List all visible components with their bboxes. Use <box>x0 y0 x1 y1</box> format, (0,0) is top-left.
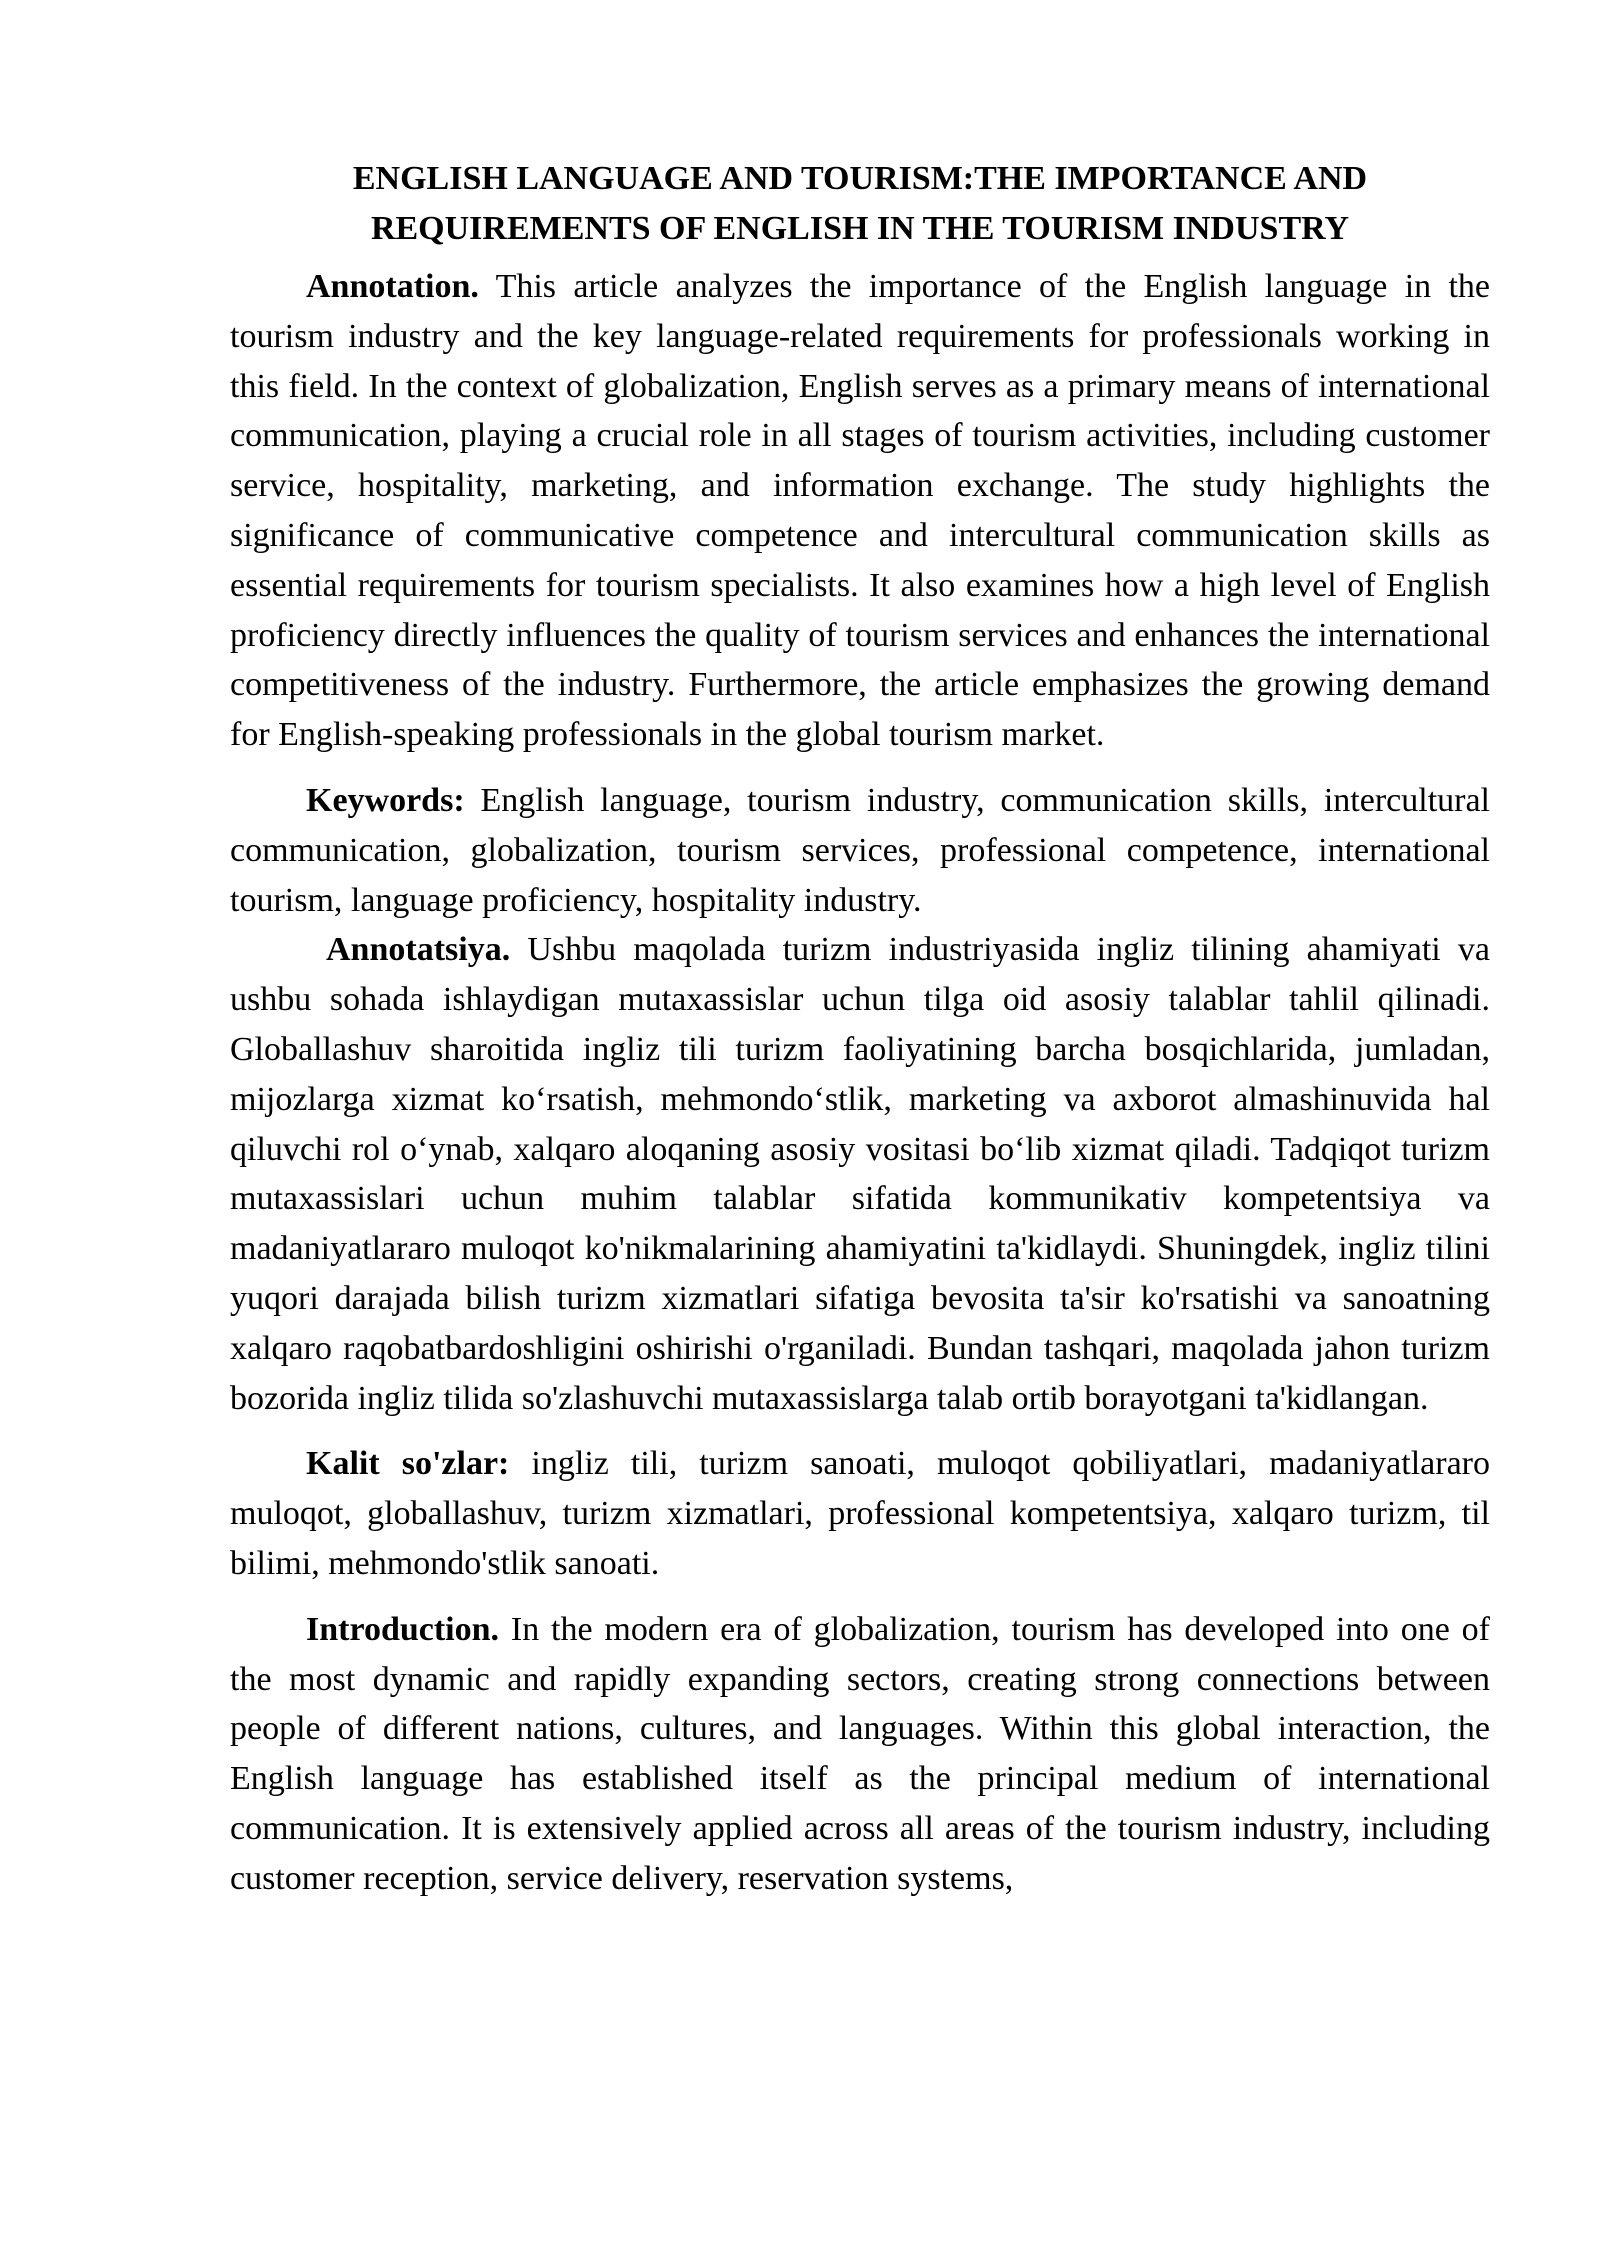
annotatsiya-text: Ushbu maqolada turizm industriyasida ingliz tilining ahamiyati va ushbu sohada ishlaydigan mutaxassislar uchun tilga oid asosiy talablar tahlil qilinadi. Globallashuv sharoitida ingliz tili turizm faoliyatining barcha bosqichlarida, jumladan, mijozlarga xizmat ko‘rsatish, mehmondo‘stlik, marketing va axborot almashinuvida hal qiluvchi rol o‘ynab, xalqaro aloqaning asosiy vositasi bo‘lib xizmat qiladi. Tadqiqot turizm mutaxassislari uchun muhim talablar sifatida kommunikativ kompetentsiya va madaniyatlararo muloqot ko'nikmalarining ahamiyatini ta'kidlaydi. Shuningdek, ingliz tilini yuqori darajada bilish turizm xizmatlari sifatiga bevosita ta'sir ko'rsatishi va sanoatning xalqaro raqobatbardoshligini oshirishi o'rganiladi. Bundan tashqari, maqolada jahon turizm bozorida ingliz tilida so'zlashuvchi mutaxassislarga talab ortib borayotgani ta'kidlangan. <box>230 931 1490 1417</box>
keywords-paragraph <box>230 776 1490 925</box>
document-page <box>230 150 1490 1904</box>
keywords-label: Keywords: <box>306 781 465 819</box>
spacer <box>230 760 1490 776</box>
keywords-text: English language, tourism industry, communication skills, intercultural communication, globalization, tourism services, professional competence, international tourism, language proficiency, hospitality industry. <box>230 781 1490 919</box>
spacer <box>230 1589 1490 1605</box>
annotatsiya-paragraph <box>230 925 1490 1423</box>
article-title-line-1: ENGLISH LANGUAGE AND TOURISM:THE IMPORTANCE AND <box>352 160 1368 197</box>
spacer <box>230 1423 1490 1439</box>
kalit-sozlar-label: Kalit so'zlar: <box>306 1445 510 1483</box>
article-title-line-2: REQUIREMENTS OF ENGLISH IN THE TOURISM INDUSTRY <box>370 210 1350 247</box>
annotatsiya-label: Annotatsiya. <box>326 931 511 969</box>
article-title <box>230 150 1490 254</box>
introduction-paragraph <box>230 1605 1490 1904</box>
kalit-sozlar-text: ingliz tili, turizm sanoati, muloqot qobiliyatlari, madaniyatlararo muloqot, globallashuv, turizm xizmatlari, professional kompetentsiya, xalqaro turizm, til bilimi, mehmondo'stlik sanoati. <box>230 1445 1490 1582</box>
annotation-label: Annotation. <box>306 268 479 305</box>
introduction-label: Introduction. <box>306 1610 500 1648</box>
annotation-paragraph <box>230 262 1490 760</box>
kalit-sozlar-paragraph <box>230 1439 1490 1588</box>
annotation-text: This article analyzes the importance of the English language in the tourism industry and the key language-related requirements for professionals working in this field. In the context of globalization, English serves as a primary means of international communication, playing a crucial role in all stages of tourism activities, including customer service, hospitality, marketing, and information exchange. The study highlights the significance of communicative competence and intercultural communication skills as essential requirements for tourism specialists. It also examines how a high level of English proficiency directly influences the quality of tourism services and enhances the international competitiveness of the industry. Furthermore, the article emphasizes the growing demand for English-speaking professionals in the global tourism market. <box>230 268 1490 754</box>
introduction-text: In the modern era of globalization, tourism has developed into one of the most dynamic and rapidly expanding sectors, creating strong connections between people of different nations, cultures, and languages. Within this global interaction, the English language has established itself as the principal medium of international communication. It is extensively applied across all areas of the tourism industry, including customer reception, service delivery, reservation systems, <box>230 1610 1490 1897</box>
